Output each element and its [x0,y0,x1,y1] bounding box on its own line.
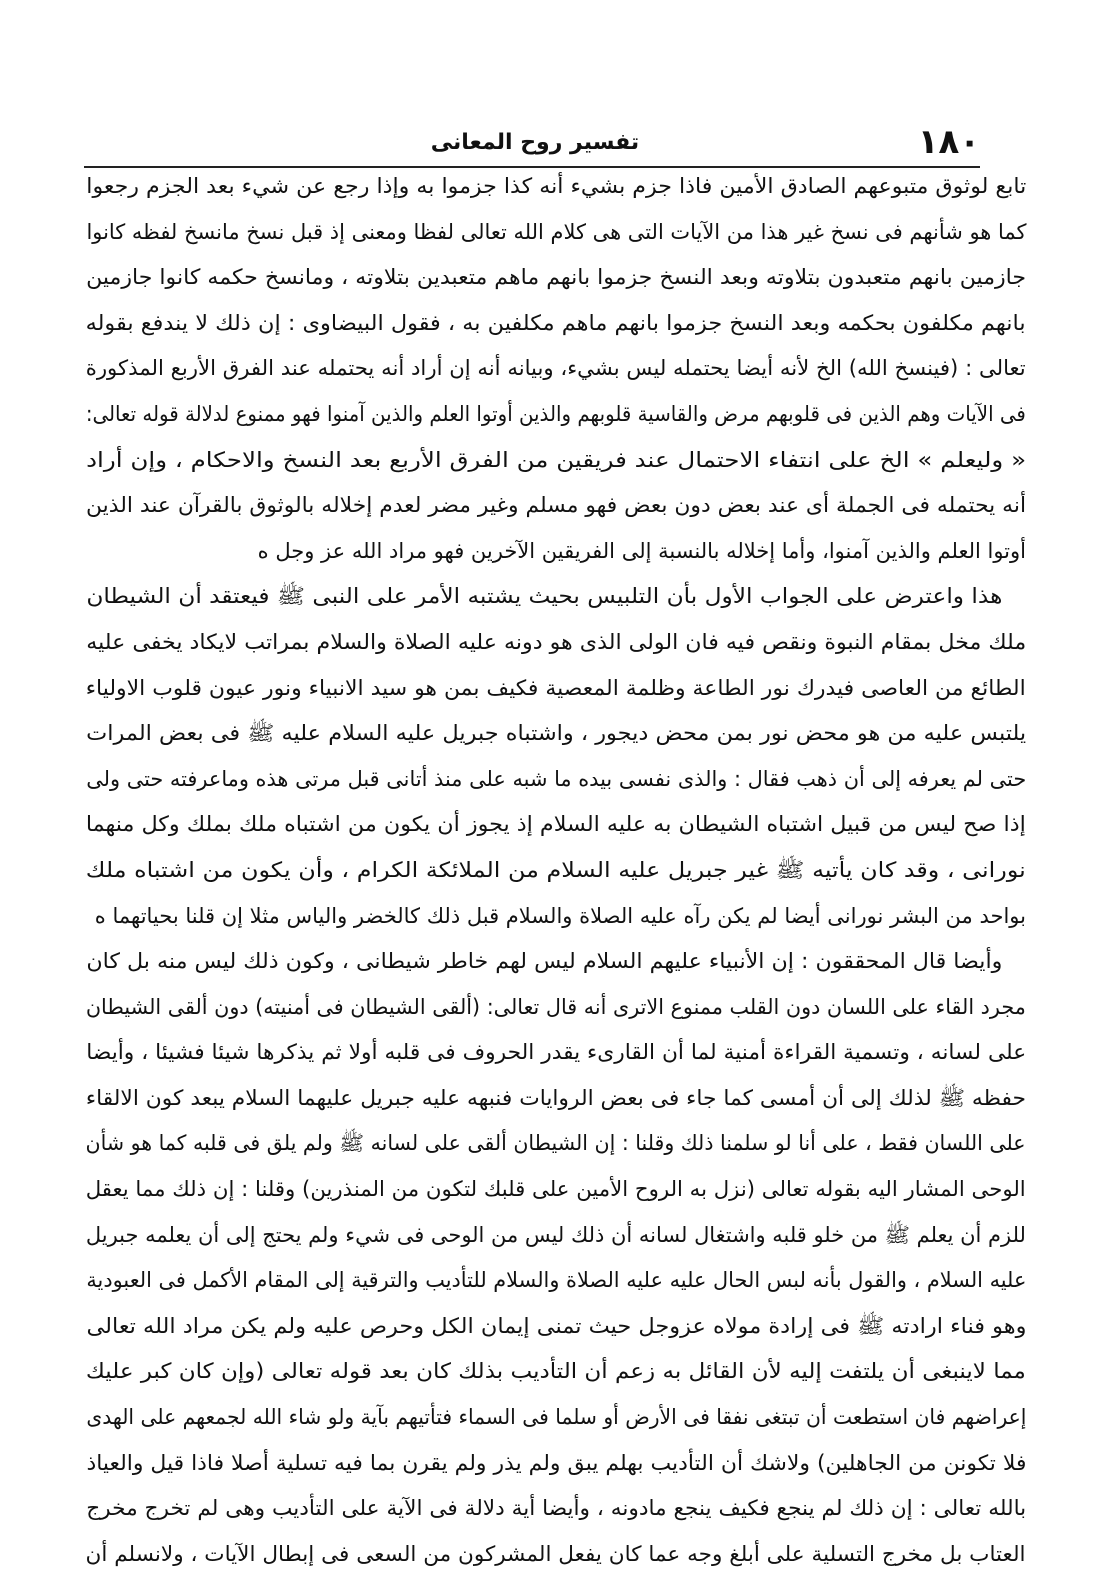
page-body-text [86,164,1026,1577]
text-line [86,301,1026,347]
page-header [90,118,980,168]
text-line-content: يلتبس عليه من هو محض نور بمن محض ديجور ، واشتباه جبريل عليه السلام عليه ﷺ فى بعض المرات [86,721,1026,746]
text-line-content: بالله تعالى : إن ذلك لم ينجع فكيف ينجع مادونه ، وأيضا أية دلالة فى الآية على التأديب وهى لم تخرج مخرج [86,1496,1026,1521]
text-line [86,164,1026,210]
text-line-content: الطائع من العاصى فيدرك نور الطاعة وظلمة المعصية فكيف بمن هو سيد الانبياء ونور عيون قلوب الاولياء [86,675,1026,700]
text-line [86,894,1026,940]
text-line-content: أنه يحتمله فى الجملة أى عند بعض دون بعض فهو مسلم وغير مضر لعدم إخلاله بالوثوق بالقرآن عند الذين [86,493,1026,518]
text-line-content: فلا تكونن من الجاهلين) ولاشك أن التأديب بهلم يبق ولم يذر ولم يقرن بما فيه تسلية أصلا فاذا قيل والعياذ [86,1450,1026,1475]
text-line [86,483,1026,529]
text-line [86,802,1026,848]
text-line [86,1121,1026,1167]
text-line [86,346,1026,392]
text-line [86,1213,1026,1259]
text-line [86,1076,1026,1122]
text-line-content: مجرد القاء على اللسان دون القلب ممنوع الاترى أنه قال تعالى: (ألقى الشيطان فى أمنيته) دون ألقى الشيطان [86,994,1026,1019]
text-line-content: على اللسان فقط ، على أنا لو سلمنا ذلك وقلنا : إن الشيطان ألقى على لسانه ﷺ ولم يلق فى قلبه كما هو شأن [86,1131,1026,1156]
text-line-content: تعالى : (فينسخ الله) الخ لأنه أيضا يحتمله ليس بشيء، وبيانه أنه إن أراد أنه يحتمله عند الفرق الأربع المذكورة [85,356,1026,381]
text-line [86,392,1026,438]
text-line-content: للزم أن يعلم ﷺ من خلو قلبه واشتغال لسانه أن ذلك ليس من الوحى فى شيء ولم يحتج إلى أن يعلمه جبريل [86,1222,1026,1247]
text-line-content: كما هو شأنهم فى نسخ غير هذا من الآيات التى هى كلام الله تعالى لفظا ومعنى إذ قبل نسخ مانسخ لفظه كانوا [86,219,1026,244]
text-line-content: إعراضهم فان استطعت أن تبتغى نفقا فى الأرض أو سلما فى السماء فتأتيهم بآية ولو شاء الله لجمعهم على الهدى [86,1405,1026,1430]
text-line-content: تابع لوثوق متبوعهم الصادق الأمين فاذا جزم بشيء أنه كذا جزموا به وإذا رجع عن شيء بعد الجزم رجعوا [85,174,1026,198]
text-line [86,757,1026,803]
text-line [86,1441,1026,1487]
text-line [86,1167,1026,1213]
text-line-content: وأيضا قال المحققون : إن الأنبياء عليهم السلام ليس لهم خاطر شيطانى ، وكون ذلك ليس منه بل كان [86,949,1002,974]
text-line [86,438,1026,484]
text-line [86,848,1026,894]
text-line [86,1395,1026,1441]
text-line-content: حتى لم يعرفه إلى أن ذهب فقال : والذى نفسى بيده ما شبه على منذ أتانى قبل مرتى هذه وماعرفته حتى ولى [86,766,1026,791]
text-line [86,711,1026,757]
text-line-content: مما لاينبغى أن يلتفت إليه لأن القائل به زعم أن التأديب بذلك كان بعد قوله تعالى (وإن كان كبر عليك [86,1359,1026,1384]
text-line [86,1030,1026,1076]
text-line-content: ملك مخل بمقام النبوة ونقص فيه فان الولى الذى هو دونه عليه الصلاة والسلام بمراتب لايكاد يخفى عليه [86,629,1026,654]
text-line-content: « وليعلم » الخ على انتفاء الاحتمال عند فريقين من الفرق الأربع بعد النسخ والاحكام ، وإن أراد [86,447,1026,472]
text-line-content: بانهم مكلفون بحكمه وبعد النسخ جزموا بانهم ماهم مكلفين به ، فقول البيضاوى : إن ذلك لا يندفع بقوله [85,310,1026,335]
text-line [86,1532,1026,1578]
text-line [86,1486,1026,1532]
text-line [86,255,1026,301]
page-number: ١٨٠ [917,122,980,162]
text-line-content: عليه السلام ، والقول بأنه لبس الحال عليه عليه الصلاة والسلام للتأديب والترقية إلى المقام الأكمل فى العبودية [86,1268,1026,1293]
text-line-content: بواحد من البشر نورانى أيضا لم يكن رآه عليه الصلاة والسلام قبل ذلك كالخضر والياس مثلا إن قلنا بحياتهما ه [94,903,1026,928]
text-line [86,666,1026,712]
text-line-content: إذا صح ليس من قبيل اشتباه الشيطان به عليه السلام إذ يجوز أن يكون من اشتباه ملك بملك وكل منهما [86,812,1026,837]
text-line [86,210,1026,256]
text-line-content: فى الآيات وهم الذين فى قلوبهم مرض والقاسية قلوبهم والذين أوتوا العلم والذين آمنوا فهو ممنوع لدلالة قوله تعالى: [86,401,1026,426]
text-line [86,620,1026,666]
text-line-content: نورانى ، وقد كان يأتيه ﷺ غير جبريل عليه السلام من الملائكة الكرام ، وأن يكون من اشتباه ملك [85,857,1026,882]
text-line-content: العتاب بل مخرج التسلية على أبلغ وجه عما كان يفعل المشركون من السعى فى إبطال الآيات ، ولانسلم أن [86,1541,1026,1566]
text-line [86,939,1026,985]
text-line-content: أوتوا العلم والذين آمنوا، وأما إخلاله بالنسبة إلى الفريقين الآخرين فهو مراد الله عز وجل ه [257,538,1026,563]
text-line-content: وهو فناء ارادته ﷺ فى إرادة مولاه عزوجل حيث تمنى إيمان الكل وحرص عليه ولم يكن مراد الله تعالى [86,1313,1026,1338]
text-line [86,1258,1026,1304]
text-line-content: هذا واعترض على الجواب الأول بأن التلبيس بحيث يشتبه الأمر على النبى ﷺ فيعتقد أن الشيطان [86,584,1002,609]
text-line-content: جازمين بانهم متعبدون بتلاوته وبعد النسخ جزموا بانهم ماهم متعبدين بتلاوته ، ومانسخ حكمه كانوا جازمين [86,265,1026,290]
text-line [86,574,1026,620]
text-line [86,985,1026,1031]
text-line-content: حفظه ﷺ لذلك إلى أن أمسى كما جاء فى بعض الروايات فنبهه عليه جبريل عليهما السلام يبعد كون الالقاء [86,1085,1026,1110]
text-line [86,1349,1026,1395]
running-title: تفسير روح المعانى [430,130,640,155]
text-line [86,1304,1026,1350]
text-line-content: الوحى المشار اليه بقوله تعالى (نزل به الروح الأمين على قلبك لتكون من المنذرين) وقلنا : إن ذلك مما يعقل [85,1177,1026,1202]
text-line [86,529,1026,575]
text-line-content: على لسانه ، وتسمية القراءة أمنية لما أن القارىء يقدر الحروف فى قلبه أولا ثم يذكرها شيئا فشيئا ، وأيضا [86,1040,1026,1065]
